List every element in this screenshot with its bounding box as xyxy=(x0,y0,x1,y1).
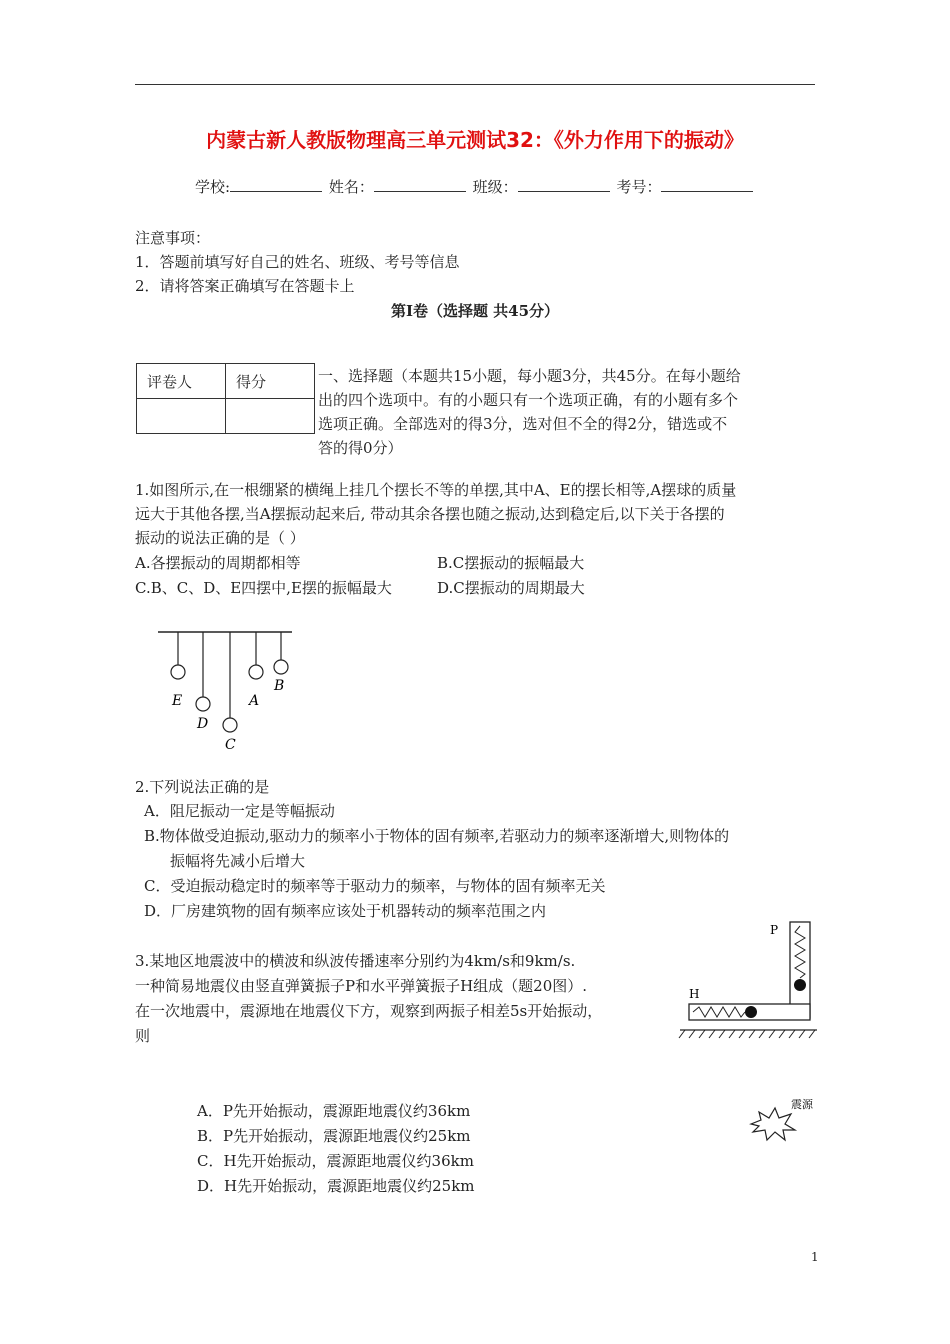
q3-stem-line: 则 xyxy=(135,1027,151,1045)
instructions-line: 选项正确。全部选对的得3分，选对但不全的得2分，错选或不 xyxy=(318,415,728,433)
q2-stem: 2.下列说法正确的是 xyxy=(135,778,270,796)
score-table xyxy=(136,363,315,434)
grader-cell xyxy=(137,399,226,434)
score-cell xyxy=(226,399,315,434)
epicenter-label: 震源 xyxy=(791,1098,813,1111)
pendulum-figure xyxy=(150,622,300,754)
q2-option-d: D．厂房建筑物的固有频率应该处于机器转动的频率范围之内 xyxy=(144,902,547,920)
page-number: 1 xyxy=(811,1250,819,1264)
label-p: P xyxy=(770,923,779,937)
q1-option-b: B.C摆振动的振幅最大 xyxy=(437,554,585,572)
q1-stem-line: 远大于其他各摆,当A摆振动起来后, 带动其余各摆也随之振动,达到稳定后,以下关于各摆的 xyxy=(135,505,725,523)
header-rule xyxy=(135,84,815,85)
pendulum-label-e: E xyxy=(172,693,183,709)
q2-option-c: C．受迫振动稳定时的频率等于驱动力的频率，与物体的固有频率无关 xyxy=(144,877,606,895)
instructions-line: 一、选择题（本题共15小题，每小题3分，共45分。在每小题给 xyxy=(318,367,741,385)
pendulum-ball-e xyxy=(171,665,185,679)
q2-option-b-cont: 振幅将先减小后增大 xyxy=(170,852,306,870)
notice-item: 1．答题前填写好自己的姓名、班级、考号等信息 xyxy=(135,253,460,271)
student-info-line xyxy=(195,176,755,197)
q2-option-b: B.物体做受迫振动,驱动力的频率小于物体的固有频率,若驱动力的频率逐渐增大,则物体的 xyxy=(144,827,730,845)
q3-option-b: B．P先开始振动，震源距地震仪约25km xyxy=(197,1127,471,1145)
pendulum-ball-c xyxy=(223,718,237,732)
name-blank xyxy=(374,177,466,192)
section-title: 第Ⅰ卷（选择题 共45分） xyxy=(390,302,560,320)
class-blank xyxy=(518,177,610,192)
pendulum-ball-b xyxy=(274,660,288,674)
notice-item: 2．请将答案正确填写在答题卡上 xyxy=(135,277,355,295)
q3-stem-line: 3.某地区地震波中的横波和纵波传播速率分别约为4km/s和9km/s. xyxy=(135,952,576,970)
q3-stem-line: 一种简易地震仪由竖直弹簧振子P和水平弹簧振子H组成（题20图）. xyxy=(135,977,588,995)
pendulum-ball-a xyxy=(249,665,263,679)
oscillator-h-ball xyxy=(745,1006,757,1018)
notice-heading: 注意事项： xyxy=(135,229,211,247)
grader-header: 评卷人 xyxy=(137,364,226,399)
seismometer-figure xyxy=(675,918,820,1048)
ground-hatching xyxy=(679,1030,815,1038)
q3-stem-line: 在一次地震中，震源地在地震仪下方，观察到两振子相差5s开始振动， xyxy=(135,1002,603,1020)
school-blank xyxy=(230,177,322,192)
score-header: 得分 xyxy=(226,364,315,399)
instructions-line: 出的四个选项中。有的小题只有一个选项正确，有的小题有多个 xyxy=(318,391,739,409)
q3-option-d: D．H先开始振动，震源距地震仪约25km xyxy=(197,1177,475,1195)
q1-option-a: A.各摆振动的周期都相等 xyxy=(135,554,301,572)
class-label: 班级： xyxy=(472,178,518,196)
name-label: 姓名： xyxy=(328,178,374,196)
oscillator-p-ball xyxy=(794,979,806,991)
q1-stem-line: 振动的说法正确的是（ ） xyxy=(135,529,305,547)
instructions-line: 答的得0分） xyxy=(318,439,403,457)
label-h: H xyxy=(689,987,700,1001)
id-blank xyxy=(661,177,753,192)
q1-option-c: C.B、C、D、E四摆中,E摆的振幅最大 xyxy=(135,579,392,597)
q2-option-a: A．阻尼振动一定是等幅振动 xyxy=(144,802,335,820)
epicenter-figure xyxy=(745,1094,825,1144)
q1-stem-line: 1.如图所示,在一根绷紧的横绳上挂几个摆长不等的单摆,其中A、E的摆长相等,A摆球的质量 xyxy=(135,481,737,499)
q3-option-a: A．P先开始振动，震源距地震仪约36km xyxy=(197,1102,471,1120)
pendulum-label-a: A xyxy=(249,693,260,709)
school-label: 学校: xyxy=(195,178,231,196)
page-title: 内蒙古新人教版物理高三单元测试32：《外力作用下的振动》 xyxy=(206,128,744,152)
pendulum-label-d: D xyxy=(197,716,209,732)
pendulum-label-c: C xyxy=(225,737,236,753)
pendulum-label-b: B xyxy=(274,678,285,694)
epicenter-burst-icon xyxy=(751,1108,795,1140)
q1-option-d: D.C摆振动的周期最大 xyxy=(437,579,585,597)
pendulum-ball-d xyxy=(196,697,210,711)
id-label: 考号： xyxy=(616,178,662,196)
q3-option-c: C．H先开始振动，震源距地震仪约36km xyxy=(197,1152,474,1170)
